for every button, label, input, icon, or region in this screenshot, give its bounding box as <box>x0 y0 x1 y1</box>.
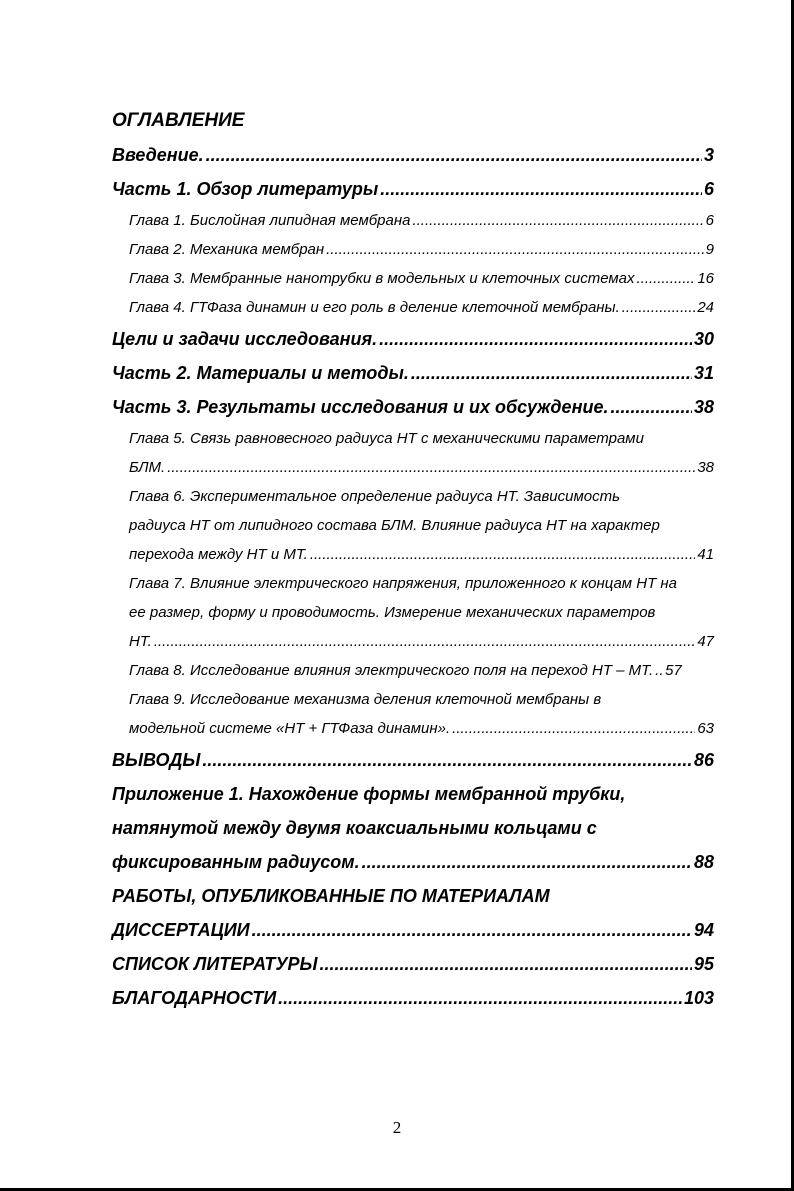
toc-entry-page: 94 <box>693 920 714 940</box>
toc-entry-ch7-line: ее размер, форму и проводимость. Измерение механических параметров <box>129 604 656 621</box>
toc-entry-title: Часть 3. Результаты исследования и их обсуждение. <box>112 397 609 417</box>
toc-entry-page: 6 <box>703 179 714 199</box>
toc-entry-title: перехода между НТ и МТ. <box>129 546 308 563</box>
toc-entry-ch4[interactable] <box>112 293 714 322</box>
toc-entry-title: Глава 8. Исследование влияния электрического поля на переход НТ – МТ. <box>129 662 654 679</box>
toc-entry-page: 38 <box>693 397 714 417</box>
toc-entry-page: 63 <box>697 720 714 737</box>
toc-entry-ch5-line: Глава 5. Связь равновесного радиуса НТ с механическими параметрами <box>129 430 644 447</box>
dot-leader <box>154 627 695 656</box>
toc-entry-ch9-line: Глава 9. Исследование механизма деления клеточной мембраны в <box>129 691 602 708</box>
dot-leader <box>655 656 663 685</box>
toc-entry-intro[interactable] <box>112 138 714 172</box>
dot-leader <box>362 845 692 879</box>
toc-entry-page: 9 <box>705 241 714 258</box>
toc-entry-title: модельной системе «НТ + ГТФаза динамин». <box>129 720 451 737</box>
toc-entry-title: Глава 2. Механика мембран <box>129 241 325 258</box>
dot-leader <box>310 540 695 569</box>
toc-entry-title: Часть 1. Обзор литературы <box>112 179 379 199</box>
dot-leader <box>320 947 692 981</box>
toc-entry-title: Введение. <box>112 145 204 165</box>
toc-entry-acknowledgements[interactable] <box>112 981 714 1015</box>
toc-entry-part3[interactable] <box>112 390 714 424</box>
toc-entry-ch8[interactable] <box>112 656 714 685</box>
toc-entry-title: БЛАГОДАРНОСТИ <box>112 988 277 1008</box>
toc-heading: ОГЛАВЛЕНИЕ <box>112 110 245 131</box>
toc-entry-publications[interactable] <box>112 913 714 947</box>
toc-entry-references[interactable] <box>112 947 714 981</box>
toc-entry-title: фиксированным радиусом. <box>112 852 360 872</box>
toc-entry-ch5[interactable] <box>112 453 714 482</box>
dot-leader <box>411 356 692 390</box>
toc-entry-page: 57 <box>665 662 682 679</box>
toc-entry-part1[interactable] <box>112 172 714 206</box>
dot-leader <box>202 743 692 777</box>
toc-entry-title: Часть 2. Материалы и методы. <box>112 363 409 383</box>
toc-entry-ch1[interactable] <box>112 206 714 235</box>
toc-entry-ch7-line: Глава 7. Влияние электрического напряжения, приложенного к концам НТ на <box>129 575 677 592</box>
dot-leader <box>610 390 692 424</box>
dot-leader <box>380 172 702 206</box>
toc-entry-title: Глава 3. Мембранные нанотрубки в модельных и клеточных системах <box>129 270 635 287</box>
toc-entry-part2[interactable] <box>112 356 714 390</box>
toc-entry-title: ВЫВОДЫ <box>112 750 201 770</box>
toc-entry-title: БЛМ. <box>129 459 166 476</box>
toc-entry-page: 47 <box>697 633 714 650</box>
dot-leader <box>452 714 695 743</box>
toc-entry-ch6[interactable] <box>112 540 714 569</box>
toc-entry-page: 86 <box>693 750 714 770</box>
dot-leader <box>622 293 696 322</box>
toc-entry-page: 24 <box>697 299 714 316</box>
toc-entry-page: 103 <box>683 988 714 1008</box>
toc-entry-title: Цели и задачи исследования. <box>112 329 378 349</box>
toc-entry-page: 95 <box>693 954 714 974</box>
toc-entry-page: 31 <box>693 363 714 383</box>
toc-entry-ch7[interactable] <box>112 627 714 656</box>
toc-entry-ch2[interactable] <box>112 235 714 264</box>
toc-entry-page: 6 <box>705 212 714 229</box>
toc-entry-appendix-line: Приложение 1. Нахождение формы мембранной трубки, <box>112 784 626 804</box>
dot-leader <box>167 453 695 482</box>
toc-entry-page: 3 <box>703 145 714 165</box>
toc-entry-title: СПИСОК ЛИТЕРАТУРЫ <box>112 954 318 974</box>
toc-entry-ch9[interactable] <box>112 714 714 743</box>
toc-entry-publications-line: РАБОТЫ, ОПУБЛИКОВАННЫЕ ПО МАТЕРИАЛАМ <box>112 886 550 906</box>
dot-leader <box>412 206 703 235</box>
toc-entry-page: 38 <box>697 459 714 476</box>
table-of-contents <box>112 104 714 1015</box>
toc-entry-ch6-line: радиуса НТ от липидного состава БЛМ. Влияние радиуса НТ на характер <box>129 517 660 534</box>
page-number: 2 <box>392 1118 402 1137</box>
toc-entry-page: 41 <box>697 546 714 563</box>
toc-entry-page: 16 <box>697 270 714 287</box>
dot-leader <box>206 138 702 172</box>
toc-entry-title: НТ. <box>129 633 152 650</box>
dot-leader <box>252 913 692 947</box>
toc-entry-appendix[interactable] <box>112 845 714 879</box>
dot-leader <box>379 322 692 356</box>
toc-entry-title: ДИССЕРТАЦИИ <box>112 920 250 940</box>
toc-entry-title: Глава 4. ГТФаза динамин и его роль в деление клеточной мембраны. <box>129 299 620 316</box>
toc-entry-page: 88 <box>693 852 714 872</box>
dot-leader <box>326 235 704 264</box>
dot-leader <box>637 264 696 293</box>
toc-entry-appendix-line: натянутой между двумя коаксиальными кольцами с <box>112 818 597 838</box>
toc-entry-ch3[interactable] <box>112 264 714 293</box>
toc-entry-conclusions[interactable] <box>112 743 714 777</box>
toc-entry-goals[interactable] <box>112 322 714 356</box>
toc-entry-ch6-line: Глава 6. Экспериментальное определение радиуса НТ. Зависимость <box>129 488 620 505</box>
toc-entry-title: Глава 1. Бислойная липидная мембрана <box>129 212 411 229</box>
toc-entry-page: 30 <box>693 329 714 349</box>
dot-leader <box>278 981 682 1015</box>
